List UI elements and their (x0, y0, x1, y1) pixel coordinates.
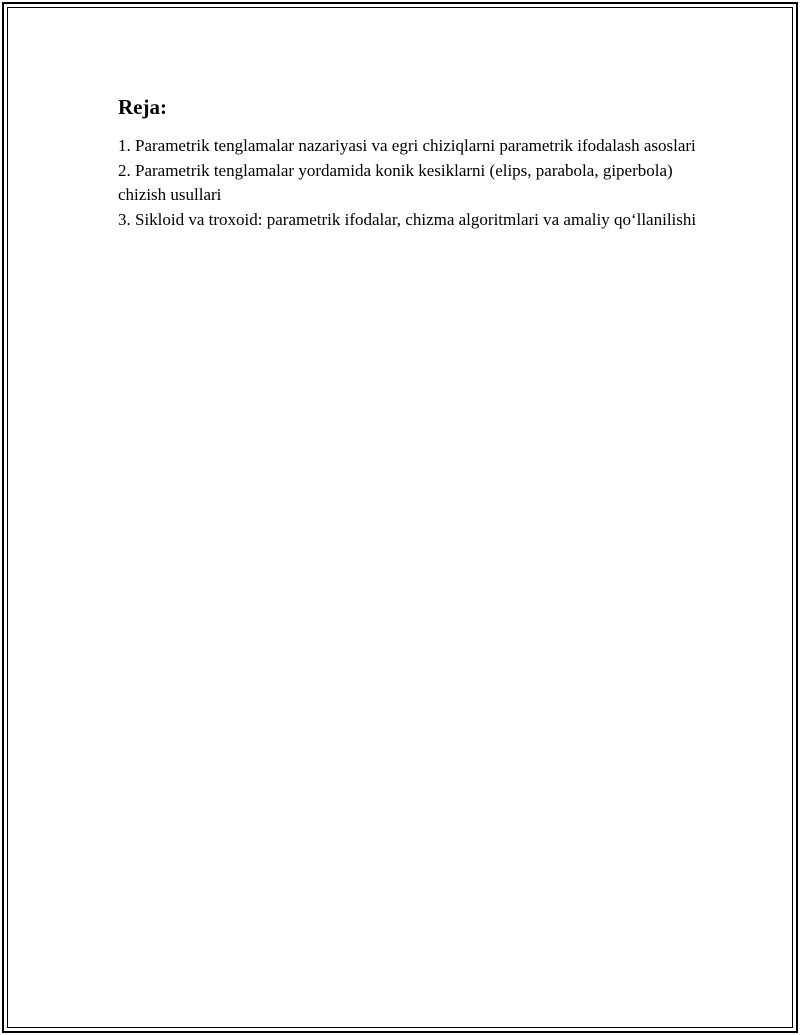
page-content (118, 94, 698, 232)
plan-item-3: 3. Sikloid va troxoid: parametrik ifodalar, chizma algoritmlari va amaliy qo‘llanilishi (118, 209, 697, 229)
plan-item-1: 1. Parametrik tenglamalar nazariyasi va egri chiziqlarni parametrik ifodalash asoslari (118, 136, 696, 155)
plan-item-2: 2. Parametrik tenglamalar yordamida konik kesiklarni (elips, parabola, giperbola) chizish usullari (118, 160, 673, 204)
plan-heading: Reja: (118, 95, 167, 119)
plan-list (118, 134, 698, 232)
